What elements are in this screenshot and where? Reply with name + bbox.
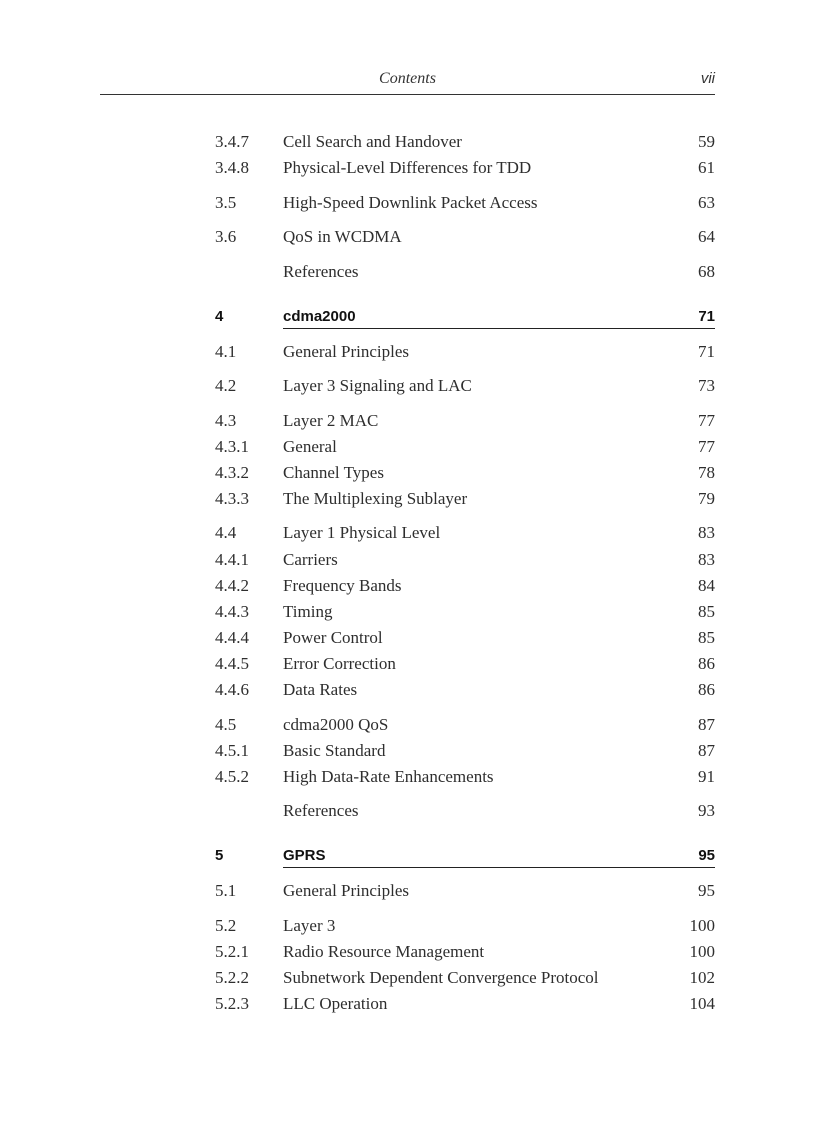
entry-number: 3.5 bbox=[215, 193, 237, 212]
entry-title: The Multiplexing Sublayer bbox=[283, 489, 468, 508]
entry-page: 87 bbox=[698, 741, 715, 760]
toc-entry-3-4-8[interactable] bbox=[215, 158, 715, 180]
entry-title: Frequency Bands bbox=[283, 576, 402, 595]
chapter-rule bbox=[283, 328, 715, 329]
chapter-title: GPRS bbox=[283, 847, 326, 864]
page-number: vii bbox=[700, 70, 715, 87]
entry-page: 83 bbox=[698, 550, 715, 569]
toc-entry-3-4-7[interactable] bbox=[215, 132, 715, 154]
entry-number: 4.1 bbox=[215, 342, 237, 361]
entry-number: 3.6 bbox=[215, 227, 237, 246]
entry-page: 95 bbox=[698, 881, 715, 900]
toc-entry-5-2-3[interactable] bbox=[215, 994, 715, 1016]
toc-entry-4-4-2[interactable] bbox=[215, 576, 715, 598]
toc-entry-4-4-1[interactable] bbox=[215, 550, 715, 572]
entry-page: 100 bbox=[689, 942, 715, 961]
toc-entry-5-2-2[interactable] bbox=[215, 968, 715, 990]
entry-title: High-Speed Downlink Packet Access bbox=[283, 193, 538, 212]
entry-number: 5.2.3 bbox=[215, 994, 249, 1013]
entry-number: 4.4.6 bbox=[215, 680, 249, 699]
toc-chapter-4[interactable] bbox=[215, 308, 715, 330]
toc-entry-references-ch4[interactable] bbox=[215, 801, 715, 823]
toc-entry-4-5-2[interactable] bbox=[215, 767, 715, 789]
entry-number: 4.3.2 bbox=[215, 463, 249, 482]
entry-page: 63 bbox=[698, 193, 715, 212]
entry-title: Layer 3 Signaling and LAC bbox=[283, 376, 472, 395]
entry-page: 85 bbox=[698, 602, 715, 621]
entry-number: 4.3 bbox=[215, 411, 237, 430]
entry-page: 86 bbox=[698, 654, 715, 673]
toc-entry-4-3-3[interactable] bbox=[215, 489, 715, 511]
entry-title: QoS in WCDMA bbox=[283, 227, 402, 246]
entry-title: cdma2000 QoS bbox=[283, 715, 389, 734]
toc-entry-3-5[interactable] bbox=[215, 193, 715, 215]
toc-entry-4-5[interactable] bbox=[215, 715, 715, 737]
chapter-rule bbox=[283, 867, 715, 868]
entry-title: Layer 1 Physical Level bbox=[283, 523, 441, 542]
entry-number: 4.4 bbox=[215, 523, 237, 542]
entry-title: Cell Search and Handover bbox=[283, 132, 462, 151]
chapter-page: 95 bbox=[698, 847, 715, 864]
entry-page: 100 bbox=[689, 916, 715, 935]
entry-page: 84 bbox=[698, 576, 715, 595]
entry-title: LLC Operation bbox=[283, 994, 388, 1013]
toc-entry-4-5-1[interactable] bbox=[215, 741, 715, 763]
entry-title: References bbox=[283, 262, 359, 281]
entry-title: Layer 2 MAC bbox=[283, 411, 379, 430]
toc-entry-4-3-1[interactable] bbox=[215, 437, 715, 459]
entry-page: 87 bbox=[698, 715, 715, 734]
entry-title: General Principles bbox=[283, 342, 410, 361]
entry-title: Radio Resource Management bbox=[283, 942, 485, 961]
toc-entry-4-2[interactable] bbox=[215, 376, 715, 398]
entry-page: 73 bbox=[698, 376, 715, 395]
toc-chapter-5[interactable] bbox=[215, 847, 715, 869]
entry-page: 91 bbox=[698, 767, 715, 786]
toc-entry-4-1[interactable] bbox=[215, 342, 715, 364]
toc-entry-5-2-1[interactable] bbox=[215, 942, 715, 964]
entry-number: 4.5.2 bbox=[215, 767, 249, 786]
toc-entry-4-3-2[interactable] bbox=[215, 463, 715, 485]
toc-entry-4-4[interactable] bbox=[215, 523, 715, 545]
entry-number: 4.2 bbox=[215, 376, 237, 395]
toc-entry-4-4-5[interactable] bbox=[215, 654, 715, 676]
toc-entry-4-4-4[interactable] bbox=[215, 628, 715, 650]
entry-title: Basic Standard bbox=[283, 741, 386, 760]
entry-page: 79 bbox=[698, 489, 715, 508]
entry-page: 93 bbox=[698, 801, 715, 820]
entry-title: Subnetwork Dependent Convergence Protocol bbox=[283, 968, 599, 987]
entry-page: 104 bbox=[689, 994, 715, 1013]
entry-number: 5.2.2 bbox=[215, 968, 249, 987]
toc-entry-4-4-6[interactable] bbox=[215, 680, 715, 702]
entry-title: Layer 3 bbox=[283, 916, 336, 935]
toc-entry-3-6[interactable] bbox=[215, 227, 715, 249]
chapter-number: 5 bbox=[215, 847, 224, 864]
entry-title: Carriers bbox=[283, 550, 338, 569]
entry-number: 4.5.1 bbox=[215, 741, 249, 760]
running-head bbox=[100, 66, 715, 95]
toc-entry-5-2[interactable] bbox=[215, 916, 715, 938]
entry-number: 4.4.4 bbox=[215, 628, 249, 647]
entry-title: Error Correction bbox=[283, 654, 396, 673]
entry-number: 5.2.1 bbox=[215, 942, 249, 961]
entry-number: 4.4.3 bbox=[215, 602, 249, 621]
entry-title: Timing bbox=[283, 602, 333, 621]
entry-number: 3.4.8 bbox=[215, 158, 249, 177]
entry-page: 83 bbox=[698, 523, 715, 542]
entry-page: 77 bbox=[698, 411, 715, 430]
entry-title: Channel Types bbox=[283, 463, 384, 482]
entry-page: 71 bbox=[698, 342, 715, 361]
entry-title: High Data-Rate Enhancements bbox=[283, 767, 494, 786]
entry-page: 102 bbox=[689, 968, 715, 987]
entry-number: 4.4.5 bbox=[215, 654, 249, 673]
chapter-number: 4 bbox=[215, 308, 224, 325]
entry-number: 4.4.2 bbox=[215, 576, 249, 595]
entry-page: 68 bbox=[698, 262, 715, 281]
entry-page: 86 bbox=[698, 680, 715, 699]
chapter-title: cdma2000 bbox=[283, 308, 356, 325]
entry-page: 77 bbox=[698, 437, 715, 456]
entry-title: References bbox=[283, 801, 359, 820]
entry-page: 85 bbox=[698, 628, 715, 647]
entry-title: Power Control bbox=[283, 628, 383, 647]
entry-number: 5.2 bbox=[215, 916, 237, 935]
toc-entry-4-4-3[interactable] bbox=[215, 602, 715, 624]
entry-title: General Principles bbox=[283, 881, 410, 900]
entry-number: 4.3.3 bbox=[215, 489, 249, 508]
entry-number: 3.4.7 bbox=[215, 132, 249, 151]
toc-entry-4-3[interactable] bbox=[215, 411, 715, 433]
entry-page: 59 bbox=[698, 132, 715, 151]
entry-page: 78 bbox=[698, 463, 715, 482]
entry-page: 64 bbox=[698, 227, 715, 246]
entry-number: 4.4.1 bbox=[215, 550, 249, 569]
entry-page: 61 bbox=[698, 158, 715, 177]
running-title: Contents bbox=[379, 70, 436, 87]
entry-title: Physical-Level Differences for TDD bbox=[283, 158, 532, 177]
entry-number: 4.3.1 bbox=[215, 437, 249, 456]
entry-title: Data Rates bbox=[283, 680, 358, 699]
entry-title: General bbox=[283, 437, 337, 456]
toc-entry-references-ch3[interactable] bbox=[215, 262, 715, 284]
chapter-page: 71 bbox=[698, 308, 715, 325]
toc-entry-5-1[interactable] bbox=[215, 881, 715, 903]
entry-number: 5.1 bbox=[215, 881, 237, 900]
entry-number: 4.5 bbox=[215, 715, 237, 734]
